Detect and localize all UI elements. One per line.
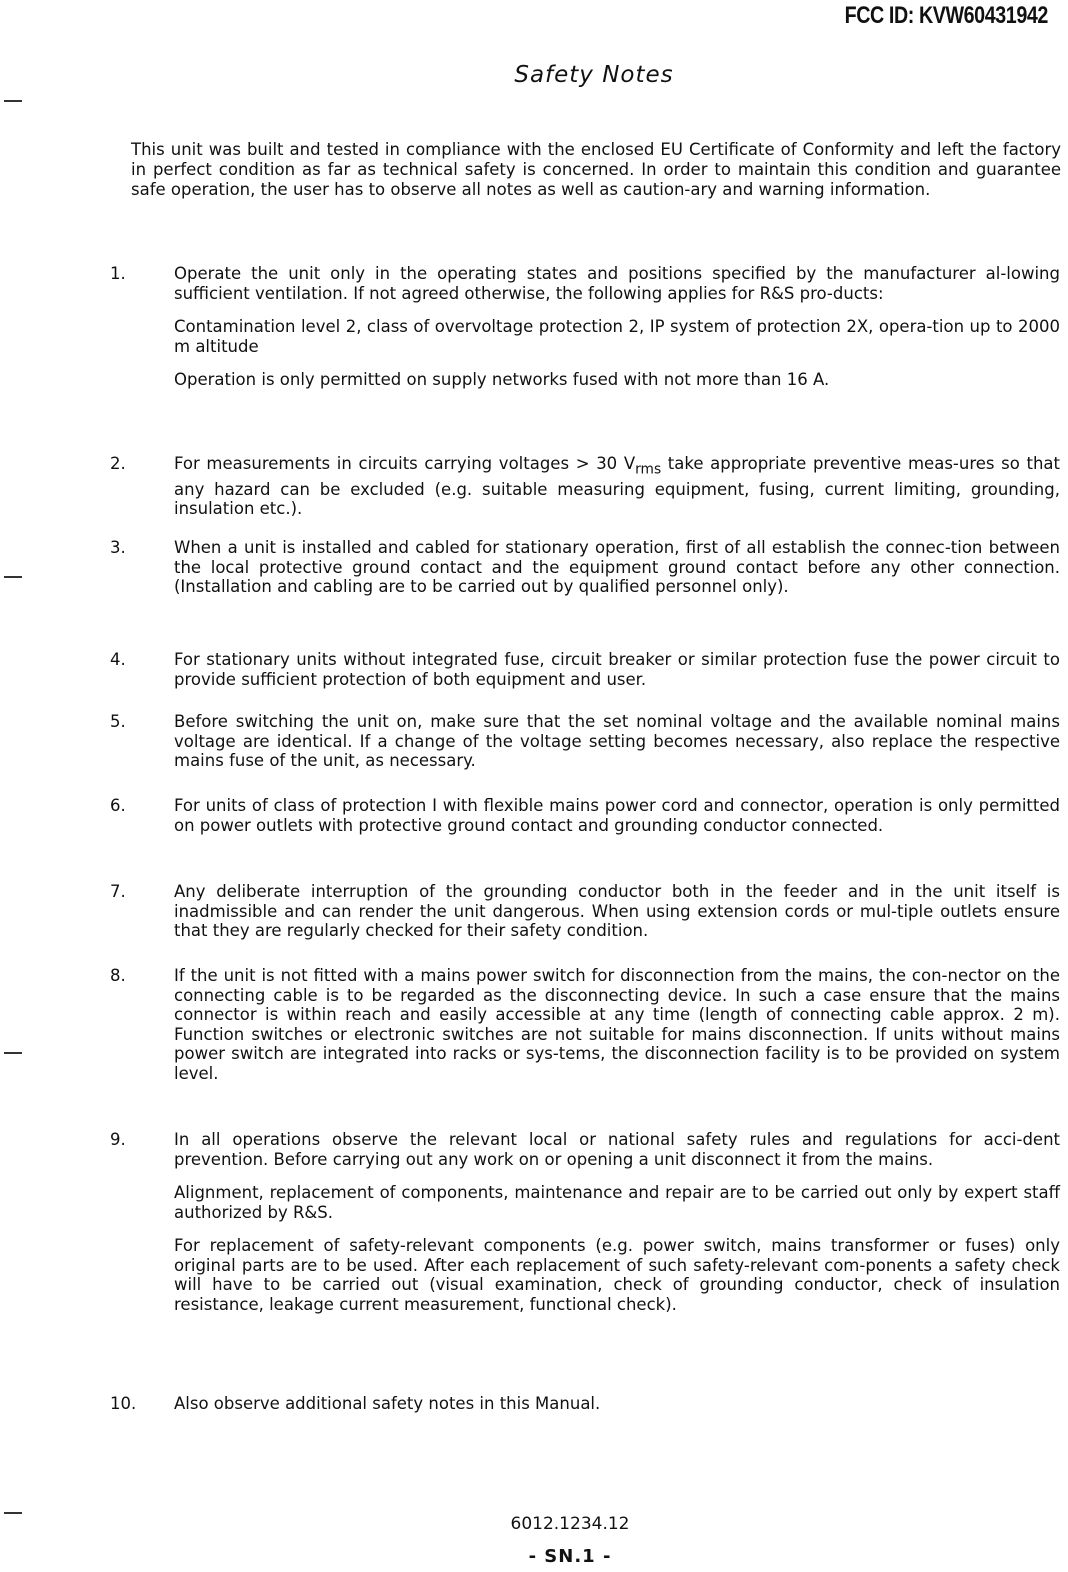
item-number: 5. bbox=[110, 712, 126, 731]
margin-mark bbox=[4, 100, 22, 102]
item-paragraph: When a unit is installed and cabled for stationary operation, first of all establish the connec-tion between the local protective ground contact and the equipment ground contact before any other connection. (Installation and cabling are to be carried out by qualified personnel only). bbox=[174, 538, 1060, 596]
item-number: 4. bbox=[110, 650, 126, 669]
page-title: Safety Notes bbox=[514, 62, 674, 88]
margin-mark bbox=[4, 576, 22, 578]
item-paragraph: Operation is only permitted on supply networks fused with not more than 16 A. bbox=[174, 370, 830, 389]
safety-item-7 bbox=[110, 882, 1060, 941]
item-number: 9. bbox=[110, 1130, 126, 1149]
item-paragraph: Operate the unit only in the operating states and positions specified by the manufacturer al-lowing sufficient ventilation. If not agreed otherwise, the following applies for R&S pro-ducts: bbox=[174, 264, 1060, 303]
fcc-id-header: FCC ID: KVW60431942 bbox=[844, 2, 1048, 29]
safety-item-4 bbox=[110, 650, 1060, 689]
margin-mark bbox=[4, 1052, 22, 1054]
item-paragraph: Any deliberate interruption of the grounding conductor both in the feeder and in the unit itself is inadmissible and can render the unit dangerous. When using extension cords or mul-tiple outlets ensure that they are regularly checked for their safety condition. bbox=[174, 882, 1060, 940]
safety-item-5 bbox=[110, 712, 1060, 771]
item-number: 3. bbox=[110, 538, 126, 557]
item-number: 6. bbox=[110, 796, 126, 815]
item-number: 8. bbox=[110, 966, 126, 985]
item-paragraph: Alignment, replacement of components, maintenance and repair are to be carried out only by expert staff authorized by R&S. bbox=[174, 1183, 1060, 1222]
item-number: 10. bbox=[110, 1394, 137, 1413]
item-paragraph: For replacement of safety-relevant components (e.g. power switch, mains transformer or fuses) only original parts are to be used. After each replacement of such safety-relevant com-ponents a safety check will have to be carried out (visual examination, check of grounding conductor, check of insulation resistance, leakage current measurement, functional check). bbox=[174, 1236, 1060, 1314]
intro-paragraph: This unit was built and tested in compliance with the enclosed EU Certificate of Conformity and left the factory in perfect condition as far as technical safety is concerned. In order to maintain this condition and guarantee safe operation, the user has to observe all notes as well as caution-ary and warning information. bbox=[131, 140, 1061, 199]
item-paragraph: Before switching the unit on, make sure that the set nominal voltage and the available nominal mains voltage are identical. If a change of the voltage setting becomes necessary, also replace the respective mains fuse of the unit, as necessary. bbox=[174, 712, 1060, 770]
safety-item-10 bbox=[110, 1394, 1060, 1414]
item-number: 7. bbox=[110, 882, 126, 901]
safety-item-9 bbox=[110, 1130, 1060, 1314]
item-paragraph: For units of class of protection I with flexible mains power cord and connector, operation is only permitted on power outlets with protective ground contact and grounding conductor connected. bbox=[174, 796, 1060, 835]
item-paragraph: Also observe additional safety notes in this Manual. bbox=[174, 1394, 601, 1413]
item-paragraph: Contamination level 2, class of overvoltage protection 2, IP system of protection 2X, opera-tion up to 2000 m altitude bbox=[174, 317, 1060, 356]
safety-item-3 bbox=[110, 538, 1060, 597]
item-paragraph: For stationary units without integrated fuse, circuit breaker or similar protection fuse the power circuit to provide sufficient protection of both equipment and user. bbox=[174, 650, 1060, 689]
page-number: - SN.1 - bbox=[528, 1546, 612, 1567]
item-paragraph: In all operations observe the relevant local or national safety rules and regulations for acci-dent prevention. Before carrying out any work on or opening a unit disconnect it from the mains. bbox=[174, 1130, 1060, 1169]
item-number: 1. bbox=[110, 264, 126, 283]
item-number: 2. bbox=[110, 454, 126, 473]
safety-item-8 bbox=[110, 966, 1060, 1083]
safety-item-2 bbox=[110, 454, 1060, 519]
document-code: 6012.1234.12 bbox=[510, 1514, 630, 1534]
item-paragraph: For measurements in circuits carrying voltages > 30 $V_{rms}$ take appropriate preventive meas-ures so that any hazard can be excluded (e.g. suitable measuring equipment, fusing, current limiting, grounding, insulation etc.). bbox=[174, 454, 1061, 519]
item-paragraph: If the unit is not fitted with a mains power switch for disconnection from the mains, the con-nector on the connecting cable is to be regarded as the disconnecting device. In such a case ensure that the mains connector is within reach and easily accessible at any time (length of connecting cable approx. 2 m). Function switches or electronic switches are not suitable for mains disconnection. If units without mains power switch are integrated into racks or sys-tems, the disconnection facility is to be provided on system level. bbox=[174, 966, 1060, 1083]
safety-item-1 bbox=[110, 264, 1060, 390]
safety-item-6 bbox=[110, 796, 1060, 835]
